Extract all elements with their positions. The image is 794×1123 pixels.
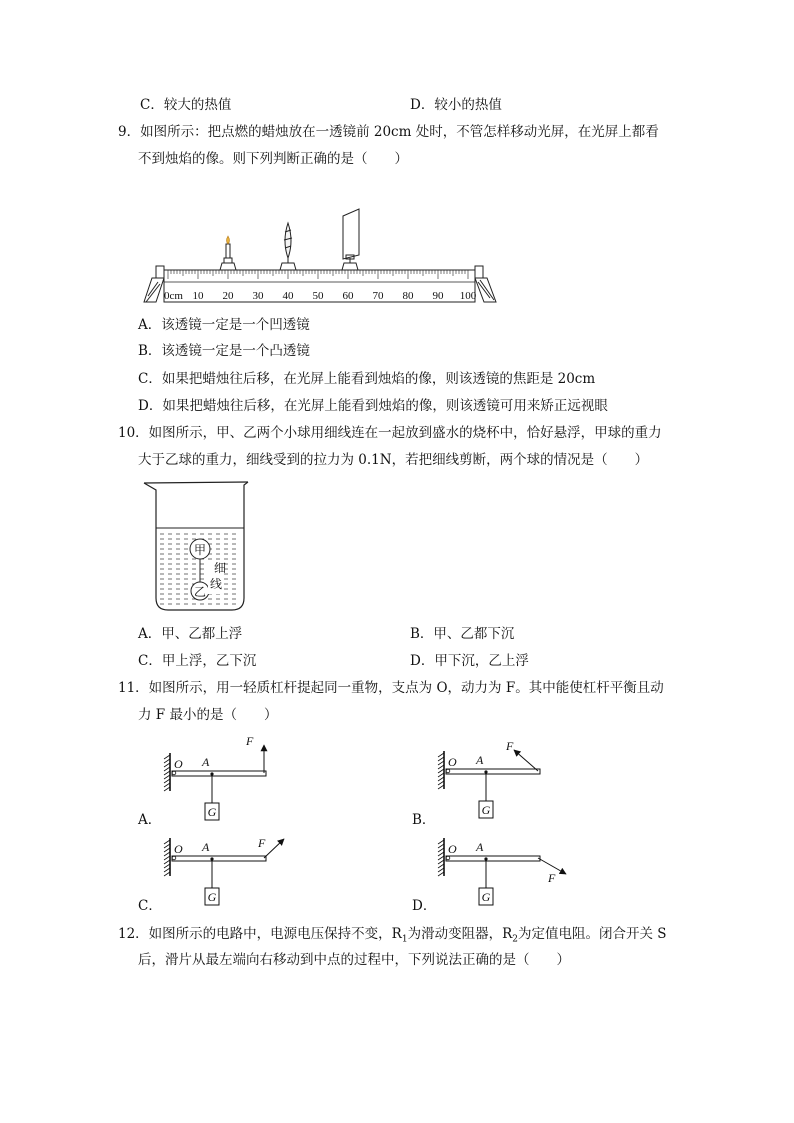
lever-b: [438, 739, 540, 818]
weight-label-g: G: [207, 805, 217, 819]
pivot-label-o: O: [448, 755, 457, 769]
lever-a: [164, 734, 266, 820]
ball-yi-label: 乙: [193, 585, 207, 599]
q12-stem-line1: 12．如图所示的电路中，电源电压保持不变，$R_1$为滑动变阻器，$R_2$为定值电阻。闭合开关 S: [118, 926, 667, 945]
weight-label-g: G: [481, 890, 491, 904]
bench-label: 10: [192, 290, 204, 302]
q9-option-c: C．如果把蜡烛往后移，在光屏上能看到烛焰的像，则该透镜的焦距是 20cm: [138, 371, 596, 387]
lever-c: [164, 836, 284, 905]
q10-stem-line1: 10．如图所示，甲、乙两个小球用细线连在一起放到盛水的烧杯中，恰好悬浮，甲球的重力: [118, 425, 662, 441]
q11-stem-line2: 力 F 最小的是（ ）: [138, 707, 278, 723]
bench-label: 20: [222, 290, 234, 302]
bench-label: 50: [312, 290, 324, 302]
point-label-a: A: [202, 840, 210, 854]
bench-label: 70: [372, 290, 384, 302]
lever-d: [438, 838, 566, 905]
thread-label-1: 细: [214, 561, 227, 575]
q9-stem-line2: 不到烛焰的像。则下列判断正确的是（ ）: [138, 151, 408, 167]
force-arrow: [514, 750, 538, 771]
q9-stem-line1: 9．如图所示：把点燃的蜡烛放在一透镜前 20cm 处时，不管怎样移动光屏，在光屏上都看: [118, 124, 659, 140]
force-label-f: F: [548, 871, 556, 885]
bench-label: 60: [342, 290, 354, 302]
q10-option-b: B．甲、乙都下沉: [410, 626, 515, 642]
bench-label: 90: [432, 290, 444, 302]
bench-label: 80: [402, 290, 414, 302]
force-arrow: [264, 839, 284, 858]
q12-stem-line2: 后，滑片从最左端向右移动到中点的过程中，下列说法正确的是（ ）: [138, 952, 570, 968]
thread-label-2: 线: [210, 577, 223, 591]
q11-option-a-label: A．: [138, 812, 162, 828]
ball-jia-label: 甲: [193, 543, 207, 557]
point-label-a: A: [476, 753, 484, 767]
pivot-label-o: O: [448, 842, 457, 856]
weight-label-g: G: [481, 803, 491, 817]
bench-label: 100: [459, 290, 477, 302]
q10-option-a: A．甲、乙都上浮: [138, 626, 243, 642]
q9-option-a: A．该透镜一定是一个凹透镜: [138, 317, 310, 333]
q9-option-b: B．该透镜一定是一个凸透镜: [138, 343, 310, 359]
q8-option-d: D．较小的热值: [410, 97, 502, 113]
q11-stem-line1: 11．如图所示，用一轻质杠杆提起同一重物，支点为 O，动力为 F。其中能使杠杆平衡且动: [118, 680, 664, 696]
q10-stem-line2: 大于乙球的重力，细线受到的拉力为 0.1N，若把细线剪断，两个球的情况是（ ）: [138, 452, 649, 468]
force-label-f: F: [258, 836, 266, 850]
pivot-label-o: O: [174, 757, 183, 771]
weight-label-g: G: [207, 890, 217, 904]
point-label-a: A: [476, 840, 484, 854]
q10-option-d: D．甲下沉，乙上浮: [410, 653, 529, 669]
q11-option-b-label: B．: [412, 812, 436, 828]
q11-option-d-label: D．: [412, 898, 437, 914]
bench-label: 30: [252, 290, 264, 302]
force-label-f: F: [506, 739, 514, 753]
force-label-f: F: [246, 734, 254, 748]
q9-option-d: D．如果把蜡烛往后移，在光屏上能看到烛焰的像，则该透镜可用来矫正远视眼: [138, 398, 608, 414]
bench-label: 0cm: [164, 290, 183, 302]
pivot-label-o: O: [174, 842, 183, 856]
q10-option-c: C．甲上浮，乙下沉: [138, 653, 257, 669]
q11-option-c-label: C．: [138, 898, 162, 914]
q8-option-c: C．较大的热值: [140, 97, 232, 113]
bench-label: 40: [282, 290, 294, 302]
point-label-a: A: [202, 755, 210, 769]
